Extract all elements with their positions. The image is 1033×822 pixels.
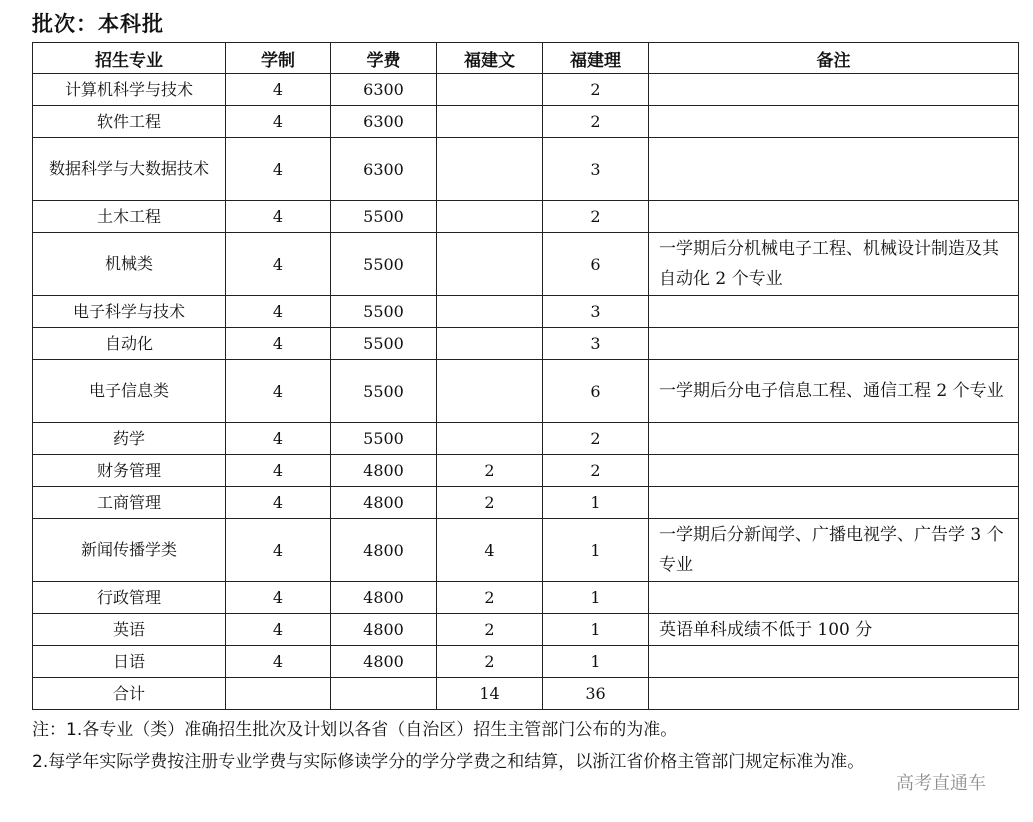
years-cell: 4	[226, 519, 331, 582]
years-cell: 4	[226, 582, 331, 614]
li-cell: 2	[543, 106, 649, 138]
wen-cell	[437, 233, 543, 296]
table-row	[33, 74, 1019, 106]
years-cell: 4	[226, 74, 331, 106]
header-years: 学制	[226, 43, 331, 74]
years-cell: 4	[226, 646, 331, 678]
years-cell: 4	[226, 138, 331, 201]
li-cell: 6	[543, 233, 649, 296]
fee-cell: 5500	[331, 296, 437, 328]
table-header-row	[33, 43, 1019, 74]
table-row	[33, 487, 1019, 519]
wen-cell	[437, 296, 543, 328]
fee-cell: 4800	[331, 455, 437, 487]
major-cell: 电子信息类	[33, 360, 226, 423]
wen-cell: 2	[437, 614, 543, 646]
major-cell: 数据科学与大数据技术	[33, 138, 226, 201]
major-cell: 自动化	[33, 328, 226, 360]
li-cell: 1	[543, 614, 649, 646]
admission-plan-table	[32, 42, 1019, 710]
table-row	[33, 614, 1019, 646]
fee-cell: 6300	[331, 74, 437, 106]
note-cell	[649, 138, 1019, 201]
major-cell: 日语	[33, 646, 226, 678]
wen-cell	[437, 423, 543, 455]
li-cell: 1	[543, 582, 649, 614]
wen-cell	[437, 328, 543, 360]
header-fujian-li: 福建理	[543, 43, 649, 74]
table-row	[33, 455, 1019, 487]
major-cell: 软件工程	[33, 106, 226, 138]
li-cell: 3	[543, 296, 649, 328]
note-cell: 一学期后分新闻学、广播电视学、广告学 3 个专业	[649, 519, 1019, 582]
li-cell: 1	[543, 519, 649, 582]
years-cell: 4	[226, 296, 331, 328]
fee-cell: 5500	[331, 328, 437, 360]
years-cell: 4	[226, 106, 331, 138]
header-fee: 学费	[331, 43, 437, 74]
total-years-cell	[226, 678, 331, 710]
major-cell: 英语	[33, 614, 226, 646]
major-cell: 新闻传播学类	[33, 519, 226, 582]
note-cell	[649, 106, 1019, 138]
total-label: 合计	[33, 678, 226, 710]
fee-cell: 5500	[331, 360, 437, 423]
years-cell: 4	[226, 423, 331, 455]
table-row	[33, 106, 1019, 138]
years-cell: 4	[226, 201, 331, 233]
years-cell: 4	[226, 233, 331, 296]
major-cell: 计算机科学与技术	[33, 74, 226, 106]
li-cell: 3	[543, 138, 649, 201]
li-cell: 6	[543, 360, 649, 423]
fee-cell: 6300	[331, 138, 437, 201]
total-row	[33, 678, 1019, 710]
header-note: 备注	[649, 43, 1019, 74]
total-fee-cell	[331, 678, 437, 710]
wen-cell: 2	[437, 487, 543, 519]
major-cell: 电子科学与技术	[33, 296, 226, 328]
header-major: 招生专业	[33, 43, 226, 74]
note-cell: 一学期后分电子信息工程、通信工程 2 个专业	[649, 360, 1019, 423]
note-cell: 英语单科成绩不低于 100 分	[649, 614, 1019, 646]
table-row	[33, 296, 1019, 328]
li-cell: 2	[543, 201, 649, 233]
footnotes	[32, 714, 882, 778]
wen-cell	[437, 360, 543, 423]
fee-cell: 4800	[331, 487, 437, 519]
fee-cell: 6300	[331, 106, 437, 138]
table-row	[33, 138, 1019, 201]
total-li: 36	[543, 678, 649, 710]
wen-cell	[437, 138, 543, 201]
major-cell: 药学	[33, 423, 226, 455]
note-cell	[649, 423, 1019, 455]
table-row	[33, 328, 1019, 360]
major-cell: 财务管理	[33, 455, 226, 487]
wen-cell: 2	[437, 582, 543, 614]
fee-cell: 4800	[331, 646, 437, 678]
note-cell	[649, 296, 1019, 328]
wen-cell: 2	[437, 455, 543, 487]
note-cell	[649, 74, 1019, 106]
li-cell: 2	[543, 74, 649, 106]
note-cell	[649, 582, 1019, 614]
li-cell: 2	[543, 423, 649, 455]
years-cell: 4	[226, 455, 331, 487]
total-wen: 14	[437, 678, 543, 710]
years-cell: 4	[226, 328, 331, 360]
fee-cell: 4800	[331, 519, 437, 582]
table-row	[33, 201, 1019, 233]
wen-cell	[437, 201, 543, 233]
note-cell	[649, 487, 1019, 519]
fee-cell: 4800	[331, 582, 437, 614]
years-cell: 4	[226, 614, 331, 646]
fee-cell: 4800	[331, 614, 437, 646]
footnote-2: 2.每学年实际学费按注册专业学费与实际修读学分的学分学费之和结算，以浙江省价格主管部门规定标准为准。	[32, 752, 865, 772]
note-cell	[649, 201, 1019, 233]
li-cell: 2	[543, 455, 649, 487]
table-row	[33, 646, 1019, 678]
fee-cell: 5500	[331, 233, 437, 296]
note-cell: 一学期后分机械电子工程、机械设计制造及其自动化 2 个专业	[649, 233, 1019, 296]
major-cell: 行政管理	[33, 582, 226, 614]
fee-cell: 5500	[331, 423, 437, 455]
page-title: 批次：本科批	[32, 12, 164, 36]
total-note-cell	[649, 678, 1019, 710]
years-cell: 4	[226, 360, 331, 423]
table-row	[33, 519, 1019, 582]
table-row	[33, 582, 1019, 614]
note-cell	[649, 646, 1019, 678]
fee-cell: 5500	[331, 201, 437, 233]
wen-cell	[437, 106, 543, 138]
header-fujian-wen: 福建文	[437, 43, 543, 74]
li-cell: 1	[543, 487, 649, 519]
years-cell: 4	[226, 487, 331, 519]
note-cell	[649, 328, 1019, 360]
wen-cell: 4	[437, 519, 543, 582]
major-cell: 工商管理	[33, 487, 226, 519]
table-row	[33, 423, 1019, 455]
li-cell: 3	[543, 328, 649, 360]
watermark: 高考直通车	[896, 773, 986, 794]
wen-cell	[437, 74, 543, 106]
note-cell	[649, 455, 1019, 487]
table-row	[33, 360, 1019, 423]
major-cell: 机械类	[33, 233, 226, 296]
major-cell: 土木工程	[33, 201, 226, 233]
footnote-1: 注：1.各专业（类）准确招生批次及计划以各省（自治区）招生主管部门公布的为准。	[32, 720, 678, 740]
wen-cell: 2	[437, 646, 543, 678]
table-row	[33, 233, 1019, 296]
li-cell: 1	[543, 646, 649, 678]
